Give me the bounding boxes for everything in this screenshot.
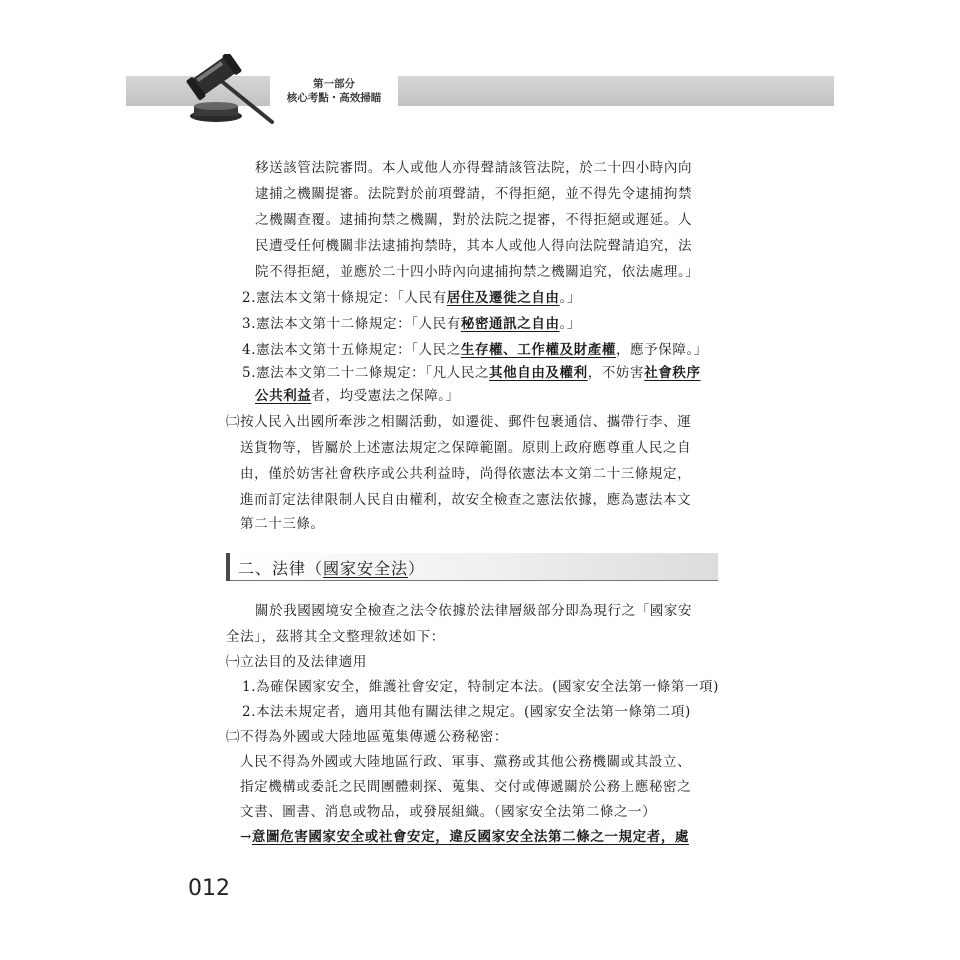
underlined-text: 意圖危害國家安全或社會安定，違反國家安全法第二條之一規定者，處 [251,829,690,845]
text-run: ㈡不得為外國或大陸地區蒐集傳遞公務秘密： [226,729,508,745]
text-run: ，不妨害 [587,365,645,381]
text-line [242,286,581,306]
text-run: 逮捕之機關提審。法院對於前項聲請，不得拒絕，並不得先令逮捕拘禁 [255,186,693,202]
gavel-icon [186,54,276,126]
text-run: 3.憲法本文第十二條規定：「人民有 [242,316,461,332]
part-label: 第一部分 [313,78,355,90]
section-title: 二、法律（國家安全法） [238,559,426,578]
text-run: 文書、圖書、消息或物品，或發展組織。（國家安全法第二條之一） [240,804,657,820]
text-run: 之機關查覆。逮捕拘禁之機關，對於法院之提審，不得拒絕或遲延。人 [255,212,693,228]
text-line [255,599,692,619]
text-run: 民遭受任何機關非法逮捕拘禁時，其本人或他人得向法院聲請追究，法 [255,238,693,254]
text-run: 送貨物等，皆屬於上述憲法規定之保障範圍。原則上政府應尊重人民之自 [240,440,692,456]
text-line [255,182,692,202]
text-run: 進而訂定法律限制人民自由權利，故安全檢查之憲法依據，應為憲法本文 [240,492,692,508]
underlined-text: 社會秩序 [644,365,701,381]
text-run: 由，僅於妨害社會秩序或公共利益時，尚得依憲法本文第二十三條規定， [240,466,692,482]
text-line [226,625,445,645]
header-label [270,74,398,108]
text-run: 人民不得為外國或大陸地區行政、軍事、黨務或其他公務機關或其設立、 [240,754,692,770]
text-run: ，應予保障。」 [615,342,708,358]
underlined-text: 公共利益 [255,388,312,404]
underlined-text: 其他自由及權利 [489,365,588,381]
text-run: ㈠立法目的及法律適用 [226,654,367,670]
part-subtitle: 核心考點・高效掃瞄 [286,92,382,104]
text-line [242,700,691,720]
text-line [242,338,708,358]
text-line [242,675,719,695]
text-line [240,775,691,795]
text-run: 關於我國國境安全檢查之法令依據於法律層級部分即為現行之「國家安 [255,603,693,619]
text-run: ㈡按人民入出國所牽涉之相關活動，如遷徙、郵件包裹通信、攜帶行李、運 [226,414,692,430]
section-heading [226,553,718,581]
text-run: 者，均受憲法之保障。」 [311,388,460,404]
text-run: 。」 [559,290,581,306]
text-line [240,488,691,508]
text-line [240,512,325,532]
text-line [255,156,692,176]
text-run: 5.憲法本文第二十二條規定：「凡人民之 [242,365,490,381]
text-run: → [240,829,252,845]
text-line [226,725,508,745]
text-run: 。」 [559,316,581,332]
text-run: 指定機構或委託之民間團體刺探、蒐集、交付或傳遞關於公務上應秘密之 [240,779,692,795]
text-line [255,384,460,404]
text-line [240,800,656,820]
text-line [255,208,692,228]
text-run: 院不得拒絕，並應於二十四小時內向逮捕拘禁之機關追究，依法處理。」 [255,264,700,280]
text-line [240,436,691,456]
text-line [226,410,691,430]
text-run: 1.為確保國家安全，維護社會安定，特制定本法。(國家安全法第一條第一項) [242,679,720,695]
page-number: 012 [188,876,230,901]
text-run: 4.憲法本文第十五條規定：「人民之 [242,342,461,358]
text-run: 第二十三條。 [240,516,325,532]
underlined-text: 生存權、工作權及財產權 [460,342,616,358]
text-run: 2.憲法本文第十條規定：「人民有 [242,290,447,306]
text-run: 2.本法未規定者，適用其他有關法律之規定。(國家安全法第一條第二項) [242,704,691,720]
text-line [255,234,692,254]
text-line [240,462,691,482]
section-rule [230,580,718,581]
text-line [242,312,581,332]
text-line [240,750,691,770]
text-line [242,361,701,381]
text-line [240,825,689,845]
text-run: 移送該管法院審問。本人或他人亦得聲請該管法院，於二十四小時內向 [255,160,693,176]
underlined-text: 居住及遷徙之自由 [446,290,560,306]
text-line [255,260,699,280]
text-line [226,650,367,670]
underlined-text: 秘密通訊之自由 [460,316,560,332]
text-run: 全法」，茲將其全文整理敘述如下： [226,629,445,645]
